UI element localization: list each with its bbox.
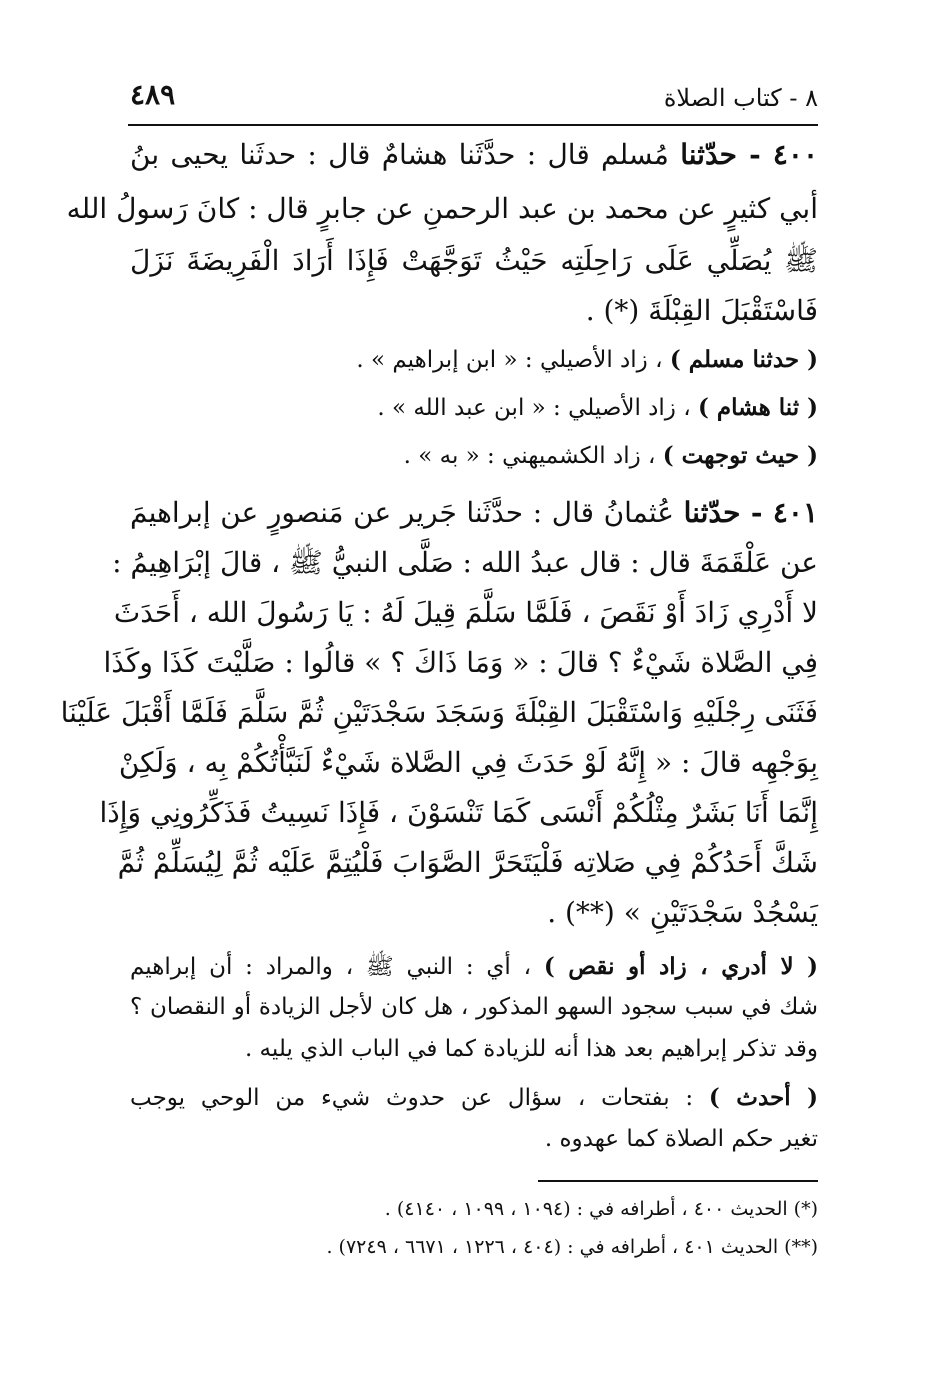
note-term: ( حدثنا مسلم ) — [669, 346, 818, 373]
commentary-term: ( لا أدري ، زاد أو نقص ) — [543, 953, 818, 980]
hadith-400-line-2: أبي كثيرٍ عن محمد بن عبد الرحمنِ عن جابرٍ قال : كانَ رَسولُ الله — [66, 192, 818, 225]
hadith-lead: حدّثنا — [680, 138, 737, 171]
commentary-p1-line-3: وقد تذكر إبراهيم بعد هذا أنه للزيادة كما في الباب الذي يليه . — [244, 1036, 818, 1062]
hadith-401-line-2: عن عَلْقَمَةَ قال : قال عبدُ الله : صَلَّى النبيُّ ﷺ ، قالَ إبْرَاهِيمُ : — [112, 546, 818, 579]
hadith-401-line-8: شَكَّ أَحَدُكُمْ فِي صَلاتِه فَلْيَتَحَرَّ الصَّوَابَ فَلْيُتِمَّ عَلَيْه ثُمَّ لِيُسَلِّمْ ثُمَّ — [117, 846, 818, 879]
hadith-401-line-3: لا أَدْرِي زَادَ أَوْ نَقَصَ ، فَلَمَّا سَلَّمَ قِيلَ لَهُ : يَا رَسُولَ الله ، أَحَدَثَ — [113, 596, 818, 629]
commentary-text: ، أي : النبي ﷺ ، والمراد : أن إبراهيم — [130, 954, 544, 980]
hadith-401-line-9: يَسْجُدْ سَجْدَتَيْنِ » (**) . — [547, 896, 818, 929]
commentary-p1-line-2: شك في سبب سجود السهو المذكور ، هل كان لأجل الزيادة أو النقصان ؟ — [130, 994, 818, 1020]
note-text: ، زاد الأصيلي : « ابن إبراهيم » . — [356, 347, 670, 373]
note-400-2 — [377, 394, 818, 421]
note-text: ، زاد الأصيلي : « ابن عبد الله » . — [377, 395, 698, 421]
footnote-2: (**) الحديث ٤٠١ ، أطرافه في : (٤٠٤ ، ١٢٢٦ ، ٦٦٧١ ، ٧٢٤٩) . — [326, 1236, 818, 1258]
hadith-number: ٤٠١ - — [740, 496, 819, 529]
hadith-401-line-4: فِي الصَّلاة شَيْءٌ ؟ قالَ : « وَمَا ذَاكَ ؟ » قالُوا : صَلَّيْتَ كَذَا وكَذَا — [103, 646, 818, 679]
header-divider — [128, 124, 818, 126]
hadith-401-line-6: بِوَجْهِه قالَ : « إِنَّهُ لَوْ حَدَثَ فِي الصَّلاة شَيْءٌ لَنَبَّأْتُكُمْ بِه ، وَلَكِنْ — [118, 746, 818, 779]
commentary-p1-line-1 — [130, 952, 818, 986]
footnote-divider — [538, 1180, 818, 1182]
hadith-401-line-1 — [130, 496, 818, 529]
hadith-401-line-7: إِنَّمَا أَنَا بَشَرٌ مِثْلُكُمْ أَنْسَى كَمَا تَنْسَوْنَ ، فَإِذَا نَسِيتُ فَذَكِّرُونِي وَإِذَا — [99, 796, 818, 829]
hadith-400-line-3: ﷺ يُصَلِّي عَلَى رَاحِلَتِه حَيْثُ تَوَجَّهَتْ فَإِذَا أَرَادَ الْفَرِيضَةَ نَزَلَ — [130, 244, 818, 277]
hadith-text: مُسلم قال : حدَّثَنا هشامٌ قال : حدثَنا يحيى بنُ — [130, 138, 681, 171]
commentary-term: ( أحدث ) — [708, 1084, 818, 1111]
commentary-p2-line-1 — [130, 1084, 818, 1111]
hadith-text: عُثمانُ قال : حدَّثَنا جَرير عن مَنصورٍ عن إبراهيمَ — [130, 496, 684, 529]
hadith-lead: حدّثنا — [683, 496, 741, 529]
note-400-3 — [404, 442, 818, 469]
commentary-p2-line-2: تغير حكم الصلاة كما عهدوه . — [544, 1126, 818, 1152]
commentary-text: : بفتحات ، سؤال عن حدوث شيء من الوحي يوجب — [130, 1085, 709, 1111]
hadith-400-line-4: فَاسْتَقْبَلَ القِبْلَةَ (*) . — [585, 294, 818, 327]
note-text: ، زاد الكشميهني : « به » . — [403, 443, 663, 469]
chapter-title: ٨ - كتاب الصلاة — [663, 84, 818, 112]
footnote-1: (*) الحديث ٤٠٠ ، أطرافه في : (١٠٩٤ ، ١٠٩٩ ، ٤١٤٠) . — [384, 1198, 818, 1220]
note-term: ( حيث توجهت ) — [662, 442, 818, 469]
note-400-1 — [356, 346, 818, 373]
page-number: ٤٨٩ — [130, 78, 176, 111]
note-term: ( ثنا هشام ) — [697, 394, 818, 421]
hadith-400-line-1 — [130, 138, 818, 171]
hadith-401-line-5: فَثَنَى رِجْلَيْهِ وَاسْتَقْبَلَ القِبْلَةَ وَسَجَدَ سَجْدَتَيْنِ ثُمَّ سَلَّمَ فَلَمَّا أَقْبَلَ عَلَيْنَا — [60, 696, 818, 729]
hadith-number: ٤٠٠ - — [736, 138, 819, 171]
